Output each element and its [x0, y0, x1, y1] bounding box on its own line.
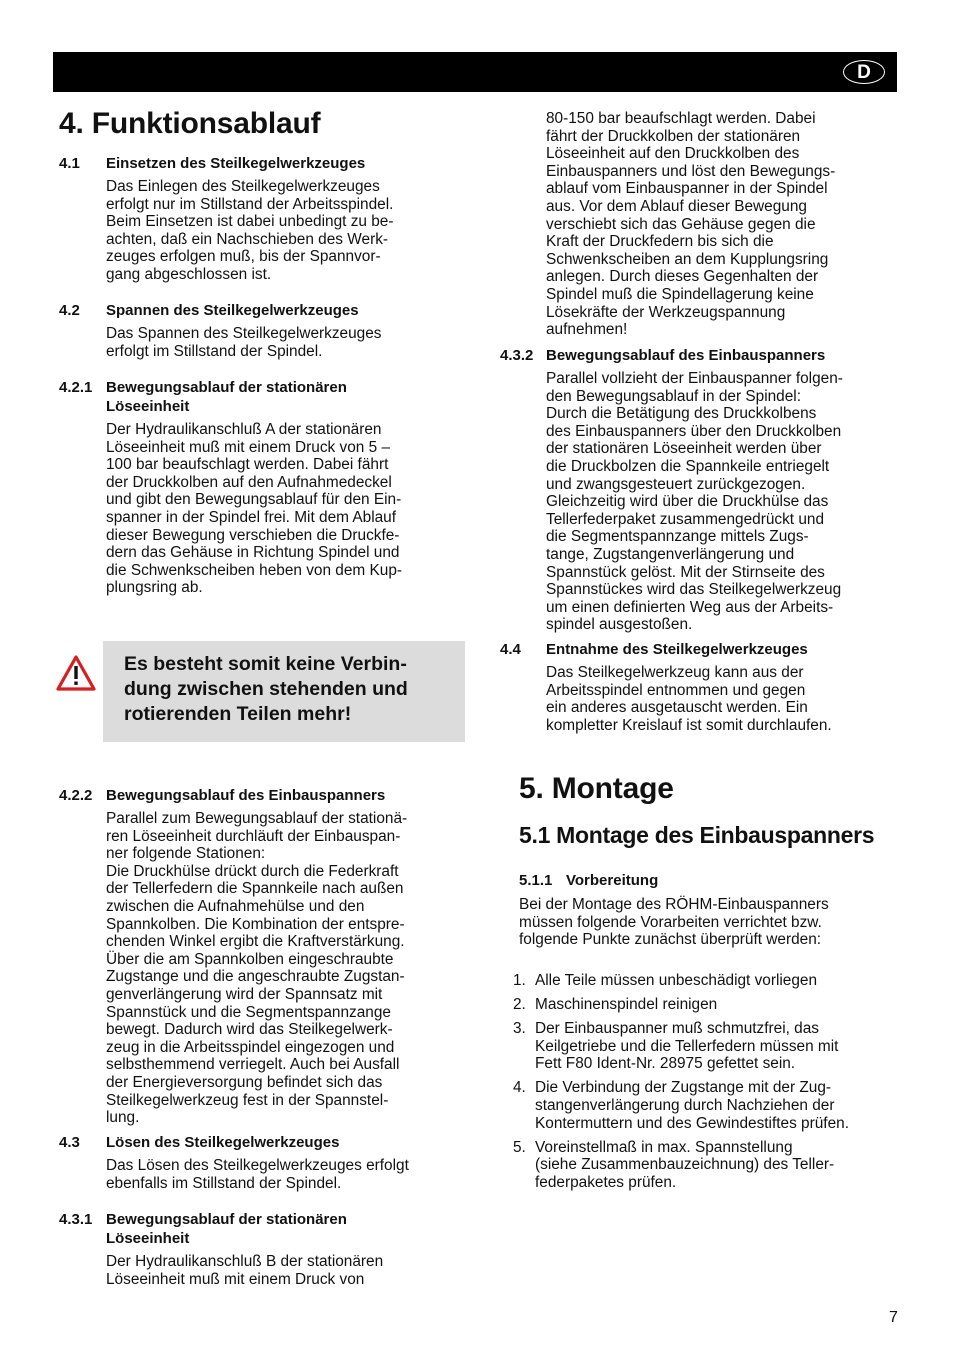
- section-number: 4.1: [59, 155, 80, 172]
- paragraph-4-4: Das Steilkegelwerkzeug kann aus der Arbeitsspindel entnommen und gegen ein anderes ausgetauscht werden. Ein kompletter Kreislauf ist somit durchlaufen.: [546, 664, 832, 734]
- warning-text: Es besteht somit keine Verbin- dung zwischen stehenden und rotierenden Teilen mehr!: [124, 653, 408, 725]
- paragraph-4-2: Das Spannen des Steilkegelwerkzeuges erfolgt im Stillstand der Spindel.: [106, 325, 382, 360]
- language-badge: D: [843, 60, 885, 84]
- section-heading-4-2-1: [59, 378, 449, 416]
- section-heading-4-3-1: [59, 1210, 449, 1248]
- page-number: 7: [889, 1309, 898, 1326]
- section-title: Bewegungsablauf des Einbauspanners: [106, 787, 386, 804]
- section-heading-4-1: [59, 154, 449, 173]
- warning-triangle-icon: [56, 655, 96, 691]
- list-item: 3. Der Einbauspanner muß schmutzfrei, das Keilgetriebe und die Tellerfedern müssen mit Fett F80 Ident-Nr. 28975 gefettet sein.: [513, 1020, 839, 1073]
- section-title: Einsetzen des Steilkegelwerkzeuges: [106, 155, 366, 172]
- section-number: 4.2.1: [59, 379, 93, 396]
- section-heading-4-4: [500, 640, 890, 659]
- warning-box: [103, 641, 465, 742]
- section-number: 4.3: [59, 1134, 80, 1151]
- section-heading-4-3: [59, 1133, 449, 1152]
- paragraph-4-3-1: Der Hydraulikanschluß B der stationären Löseeinheit muß mit einem Druck von: [106, 1253, 384, 1288]
- paragraph-4-1: Das Einlegen des Steilkegelwerkzeuges erfolgt nur im Stillstand der Arbeitsspindel. Beim Einsetzen ist dabei unbedingt zu be- achten, daß ein Nachschieben des Werk- zeuges erfolgen muß, bis der Spannvor- gang abgeschlossen ist.: [106, 178, 394, 283]
- paragraph-4-3: Das Lösen des Steilkegelwerkzeuges erfolgt ebenfalls im Stillstand der Spindel.: [106, 1157, 409, 1192]
- section-heading-4-3-2: [500, 346, 890, 365]
- section-title: Vorbereitung: [566, 872, 659, 889]
- preparation-steps-list: [511, 972, 891, 1198]
- header-bar: [53, 52, 897, 92]
- section-title: Lösen des Steilkegelwerkzeuges: [106, 1134, 340, 1151]
- section-number: 4.3.2: [500, 347, 534, 364]
- section-number: 5.1.1: [519, 872, 553, 889]
- section-number: 4.4: [500, 641, 521, 658]
- paragraph-4-3-1-continued: 80-150 bar beaufschlagt werden. Dabei fährt der Druckkolben der stationären Löseeinheit auf den Druckkolben des Einbauspanners und löst den Bewegungs- ablauf vom Einbauspanner in der Spindel aus. Vor dem Ablauf dieser Bewegung verschiebt sich das Gehäuse gegen die Kraft der Druckfedern bis sich die Schwenkscheiben an dem Kupplungsring anlegen. Durch dieses Gegenhalten der Spindel muß die Spindellagerung keine Lösekräfte der Werkzeugspannung aufnehmen!: [546, 110, 836, 339]
- section-title: Bewegungsablauf der stationären Löseeinheit: [106, 1211, 347, 1247]
- section-heading-4-2: [59, 301, 449, 320]
- list-item: 2. Maschinenspindel reinigen: [513, 996, 718, 1014]
- list-item: 1. Alle Teile müssen unbeschädigt vorliegen: [513, 972, 818, 989]
- section-number: 4.2: [59, 302, 80, 319]
- chapter-title-5: 5. Montage: [519, 772, 674, 805]
- list-item: 4. Die Verbindung der Zugstange mit der Zug- stangenverlängerung durch Nachziehen der Kontermuttern und des Gewindestiftes prüfen.: [513, 1079, 849, 1132]
- section-title: Entnahme des Steilkegelwerkzeuges: [546, 641, 808, 658]
- section-heading-4-2-2: [59, 786, 449, 805]
- section-number: 4.2.2: [59, 787, 93, 804]
- section-title: Spannen des Steilkegelwerkzeuges: [106, 302, 359, 319]
- section-title: Bewegungsablauf des Einbauspanners: [546, 347, 826, 364]
- paragraph-5-1-1: Bei der Montage des RÖHM-Einbauspanners müssen folgende Vorarbeiten verrichtet bzw. folgende Punkte zunächst überprüft werden:: [519, 896, 829, 949]
- section-title-5-1: 5.1 Montage des Einbauspanners: [519, 822, 875, 848]
- list-item: 5. Voreinstellmaß in max. Spannstellung (siehe Zusammenbauzeichnung) des Teller- federpaketes prüfen.: [513, 1138, 835, 1191]
- section-heading-5-1-1: [519, 871, 889, 890]
- section-number: 4.3.1: [59, 1211, 93, 1228]
- paragraph-4-2-2: Parallel zum Bewegungsablauf der stationä- ren Löseeinheit durchläuft der Einbauspan- ner folgende Stationen: Die Druckhülse drückt durch die Federkraft der Tellerfedern die Spannkeile nach außen zwischen die Aufnahmehülse und den Spannkolben. Die Kombination der entspre- chenden Winkel ergibt die Kraftverstärkung. Über die am Spannkolben eingeschraubte Zugstange und die angeschraubte Zugstan- genverlängerung wird der Spannsatz mit Spannstück und die Segmentspannzange bewegt. Dadurch wird das Steilkegelwerk- zeug in die Arbeitsspindel eingezogen und selbsthemmend verriegelt. Auch bei Ausfall der Energieversorgung befindet sich das Steilkegelwerkzeug fest in der Spannstel- lung.: [106, 810, 408, 1127]
- paragraph-4-2-1: Der Hydraulikanschluß A der stationären Löseeinheit muß mit einem Druck von 5 – 100 bar beaufschlagt werden. Dabei fährt der Druckkolben auf den Aufnahmedeckel und gibt den Bewegungsablauf für den Ein- spanner in der Spindel frei. Mit dem Ablauf dieser Bewegung verschieben die Druckfe- dern das Gehäuse in Richtung Spindel und die Schwenkscheiben heben von dem Kup- plungsring ab.: [106, 421, 403, 597]
- chapter-title-4: 4. Funktionsablauf: [59, 107, 321, 140]
- section-title: Bewegungsablauf der stationären Löseeinheit: [106, 379, 347, 415]
- paragraph-4-3-2: Parallel vollzieht der Einbauspanner folgen- den Bewegungsablauf in der Spindel: Durch die Betätigung des Druckkolbens des Einbauspanners über den Druckkolben der stationären Löseeinheit werden über die Druckbolzen die Spannkeile entriegelt und zwangsgesteuert zurückgezogen. Gleichzeitig wird über die Druckhülse das Tellerfederpaket zusammengedrückt und die Segmentspannzange mittels Zugs- tange, Zugstangenverlängerung und Spannstück gelöst. Mit der Stirnseite des Spannstückes wird das Steilkegelwerkzeug um einen definierten Weg aus der Arbeits- spindel ausgestoßen.: [546, 370, 843, 634]
